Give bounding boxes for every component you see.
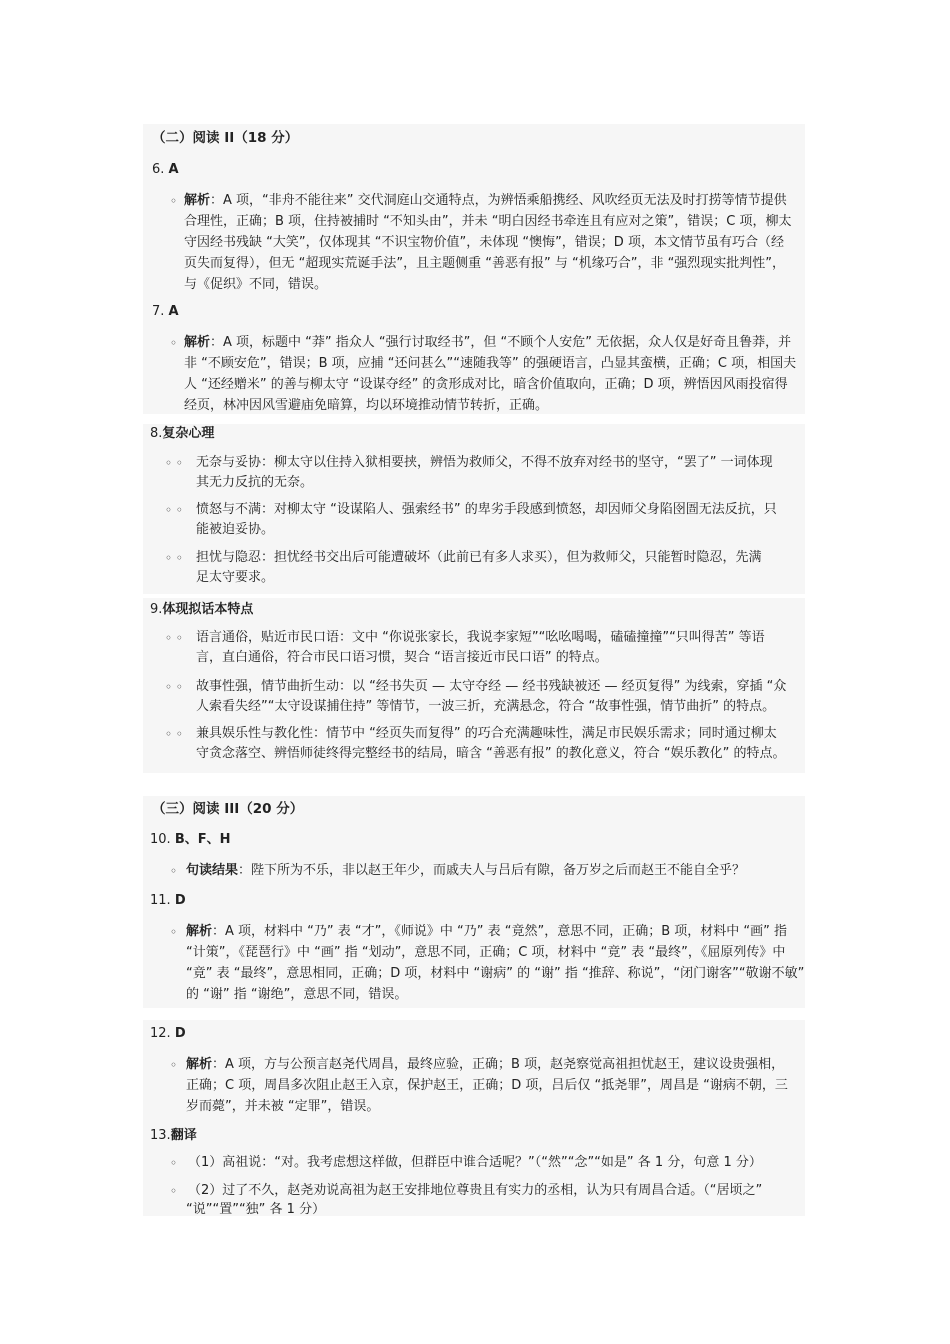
q11-analysis-line-4: 的 “谢” 指 “谢绝”，意思不同，错误。 bbox=[186, 987, 408, 1002]
q9-item-2-line-2: 人索看失经”“太守设谋捕住持” 等情节，一波三折，充满悬念，符合 “故事性强，情节曲折” 的特点。 bbox=[196, 699, 776, 714]
question-title: 复杂心理 bbox=[162, 426, 215, 441]
bullet-icon: ◦ bbox=[170, 336, 178, 350]
question-number: 8. bbox=[150, 426, 163, 441]
bullet-icon: ◦ ◦ bbox=[165, 680, 183, 694]
q13-item-1: （1）高祖说：“对。我考虑想这样做，但群臣中谁合适呢？”（“然”“念”“如是” 各 1 分，句意 1 分） bbox=[188, 1155, 762, 1170]
q9-item-2-line-1: 故事性强，情节曲折生动：以 “经书失页 — 太守夺经 — 经书残缺被还 — 经页复得” 为线索，穿插 “众 bbox=[196, 679, 787, 694]
question-number: 9. bbox=[150, 602, 163, 617]
question-number: 6. bbox=[152, 162, 165, 177]
q11-analysis-line-2: “计策”，《琵琶行》中 “画” 指 “划动”，意思不同，正确；C 项，材料中 “竟” 表 “最终”，《屈原列传》中 bbox=[186, 945, 786, 960]
question-12 bbox=[150, 1024, 186, 1044]
question-title: 翻译 bbox=[170, 1128, 197, 1143]
bullet-icon: ◦ bbox=[170, 1184, 178, 1198]
question-9 bbox=[150, 600, 253, 620]
question-number: 7. bbox=[152, 304, 165, 319]
q9-item-3-line-1: 兼具娱乐性与教化性：情节中 “经页失而复得” 的巧合充满趣味性，满足市民娱乐需求；同时通过柳太 bbox=[196, 726, 777, 741]
section-2-title: （二）阅读 II（18 分） bbox=[152, 130, 299, 146]
answer: B、F、H bbox=[174, 832, 231, 847]
q7-analysis-line-4: 经页，林冲因风雪避庙免暗算，均以环境推动情节转折，正确。 bbox=[184, 398, 549, 413]
analysis-label: 解析 bbox=[186, 1057, 213, 1072]
result-label: 句读结果 bbox=[186, 863, 239, 878]
bullet-icon: ◦ ◦ bbox=[165, 551, 183, 565]
q8-item-1-line-2: 其无力反抗的无奈。 bbox=[196, 475, 314, 490]
question-10 bbox=[150, 830, 231, 850]
q7-analysis-line-3: 人 “还经赠米” 的善与柳太守 “设谋夺经” 的贪形成对比，暗含价值取向，正确；D 项，辨悟因风雨投宿得 bbox=[184, 377, 788, 392]
question-number: 13. bbox=[150, 1128, 171, 1143]
answer: A bbox=[168, 162, 179, 177]
bullet-icon: ◦ bbox=[170, 864, 178, 878]
bullet-icon: ◦ bbox=[170, 925, 178, 939]
analysis-label: 解析 bbox=[186, 924, 213, 939]
question-6 bbox=[152, 160, 179, 180]
q8-item-1-line-1: 无奈与妥协：柳太守以住持入狱相要挟，辨悟为救师父，不得不放弃对经书的坚守，“罢了” 一词体现 bbox=[196, 455, 773, 470]
q8-item-3-line-1: 担忧与隐忍：担忧经书交出后可能遭破坏（此前已有多人求买），但为救师父，只能暂时隐忍，先满 bbox=[196, 550, 762, 565]
question-number: 11. bbox=[150, 893, 171, 908]
answer: D bbox=[174, 1026, 186, 1041]
q8-item-3-line-2: 足太守要求。 bbox=[196, 570, 275, 585]
bullet-icon: ◦ bbox=[170, 194, 178, 208]
bullet-icon: ◦ ◦ bbox=[165, 727, 183, 741]
q9-item-1-line-2: 言，直白通俗，符合市民口语习惯，契合 “语言接近市民口语” 的特点。 bbox=[196, 650, 608, 665]
q6-analysis-line-1: 解析：A 项，“非舟不能往来” 交代洞庭山交通特点，为辨悟乘船携经、风吹经页无法及时打捞等情节提供 bbox=[184, 193, 787, 208]
analysis-label: 解析 bbox=[184, 335, 211, 350]
question-number: 12. bbox=[150, 1026, 171, 1041]
answer: D bbox=[174, 893, 186, 908]
question-11 bbox=[150, 891, 186, 911]
analysis-label: 解析 bbox=[184, 193, 211, 208]
q8-item-2-line-2: 能被迫妥协。 bbox=[196, 522, 275, 537]
section-3-title: （三）阅读 III（20 分） bbox=[152, 801, 304, 817]
bullet-icon: ◦ ◦ bbox=[165, 503, 183, 517]
q13-item-2-line-2: “说”“置”“独” 各 1 分） bbox=[186, 1202, 326, 1217]
q6-analysis-line-5: 与《促织》不同，错误。 bbox=[184, 277, 328, 292]
q11-analysis-line-1: 解析：A 项，材料中 “乃” 表 “才”，《师说》中 “乃” 表 “竟然”，意思不同，正确；B 项，材料中 “画” 指 bbox=[186, 924, 787, 939]
q9-item-3-line-2: 守贪念落空、辨悟师徒终得完整经书的结局，暗含 “善恶有报” 的教化意义，符合 “娱乐教化” 的特点。 bbox=[196, 746, 786, 761]
question-8 bbox=[150, 424, 214, 444]
q7-analysis-line-1: 解析：A 项，标题中 “莽” 指众人 “强行讨取经书”，但 “不顾个人安危” 无依据，众人仅是好奇且鲁莽，并 bbox=[184, 335, 792, 350]
bullet-icon: ◦ bbox=[170, 1058, 178, 1072]
q7-analysis-line-2: 非 “不顾安危”，错误；B 项，应捕 “还问甚么”“速随我等” 的强硬语言，凸显其蛮横，正确；C 项，相国夫 bbox=[184, 356, 797, 371]
question-7 bbox=[152, 302, 179, 322]
q11-analysis-line-3: “竟” 表 “最终”，意思相同，正确；D 项，材料中 “谢病” 的 “谢” 指 “推辞、称说”，“闭门谢客”“敬谢不敏” bbox=[186, 966, 805, 981]
q12-analysis-line-3: 岁而薨”，并未被 “定罪”，错误。 bbox=[186, 1099, 380, 1114]
bullet-icon: ◦ ◦ bbox=[165, 631, 183, 645]
q12-analysis-line-1: 解析：A 项，方与公预言赵尧代周昌，最终应验，正确；B 项，赵尧察觉高祖担忧赵王，建议设贵强相， bbox=[186, 1057, 785, 1072]
question-13 bbox=[150, 1126, 197, 1146]
question-number: 10. bbox=[150, 832, 171, 847]
q10-result: 句读结果：陛下所为不乐，非以赵王年少，而戚夫人与吕后有隙，备万岁之后而赵王不能自全乎？ bbox=[186, 863, 746, 878]
question-title: 体现拟话本特点 bbox=[162, 602, 254, 617]
q6-analysis-line-3: 守因经书残缺 “大笑”，仅体现其 “不识宝物价值”，未体现 “懊悔”，错误；D 项，本文情节虽有巧合（经 bbox=[184, 235, 784, 250]
answer: A bbox=[168, 304, 179, 319]
q6-analysis-line-2: 合理性，正确；B 项，住持被捕时 “不知头由”，并未 “明白因经书牵连且有应对之策”，错误；C 项，柳太 bbox=[184, 214, 792, 229]
q9-item-1-line-1: 语言通俗，贴近市民口语：文中 “你说张家长，我说李家短”“吆吆喝喝，磕磕撞撞”“只叫得苦” 等语 bbox=[196, 630, 765, 645]
bullet-icon: ◦ ◦ bbox=[165, 456, 183, 470]
q12-analysis-line-2: 正确；C 项，周昌多次阻止赵王入京，保护赵王，正确；D 项，吕后仅 “抵尧罪”，周昌是 “谢病不朝，三 bbox=[186, 1078, 788, 1093]
q13-item-2-line-1: （2）过了不久，赵尧劝说高祖为赵王安排地位尊贵且有实力的丞相，认为只有周昌合适。（“居顷之” bbox=[188, 1183, 763, 1198]
q6-analysis-line-4: 页失而复得），但无 “超现实荒诞手法”，且主题侧重 “善恶有报” 与 “机缘巧合”，非 “强烈现实批判性”， bbox=[184, 256, 786, 271]
q8-item-2-line-1: 愤怒与不满：对柳太守 “设谋陷人、强索经书” 的卑劣手段感到愤怒，却因师父身陷囹圄无法反抗，只 bbox=[196, 502, 777, 517]
bullet-icon: ◦ bbox=[170, 1156, 178, 1170]
